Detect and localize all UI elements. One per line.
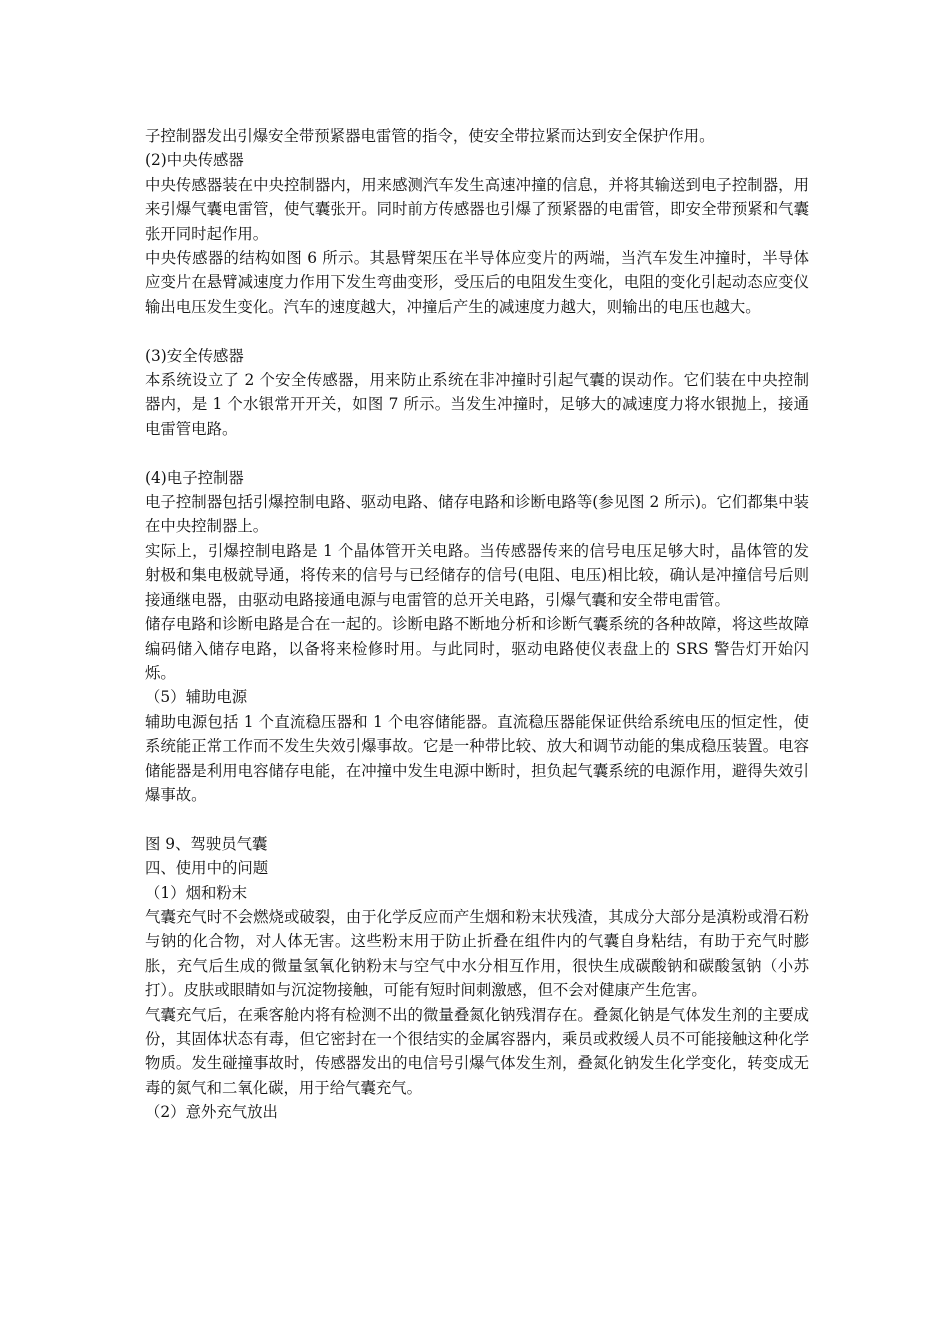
paragraph-sodium-azide: 气囊充气后，在乘客舱内将有检测不出的微量叠氮化钠残渭存在。叠氮化钠是气体发生剂的主要成份，其固体状态有毒，但它密封在一个很结实的金属容器内，乘员或救缓人员不可能接触这种化学物质。发生碰撞事故时，传感器发出的电信号引爆气体发生剂，叠氮化钠发生化学变化，转变成无毒的氮气和二氧化碳，用于给气囊充气。 xyxy=(145,1005,809,1097)
blank-line xyxy=(145,319,809,343)
paragraph-central-sensor-function: 中央传感器装在中央控制器内，用来感测汽车发生高速冲撞的信息，并将其输送到电子控制器，用来引爆气囊电雷管，使气囊张开。同时前方传感器也引爆了预紧器的电雷管，即安全带预紧和气囊张开同时起作用。 xyxy=(145,175,809,243)
heading-smoke-powder: （1）烟和粉末 xyxy=(145,883,248,902)
figure-caption-driver-airbag: 图 9、驾驶员气囊 xyxy=(145,834,268,853)
heading-accidental-deployment: （2）意外充气放出 xyxy=(145,1103,278,1122)
paragraph-ignition-circuit: 实际上，引爆控制电路是 1 个晶体管开关电路。当传感器传来的信号电压足够大时，晶体管的发射极和集电极就导通，将传来的信号与已经储存的信号(电阻、电压)相比较，确认是冲撞信号后则接通继电器，由驱动电路接通电源与电雷管的总开关电路，引爆气囊和安全带电雷管。 xyxy=(145,541,809,609)
paragraph-auxiliary-power: 辅助电源包括 1 个直流稳压器和 1 个电容储能器。直流稳压器能保证供给系统电压的恒定性，使系统能正常工作而不发生失效引爆事故。它是一种带比较、放大和调节动能的集成稳压装置。电容储能器是利用电容储存电能，在冲撞中发生电源中断时，担负起气囊系统的电源作用，避得失效引爆事故。 xyxy=(145,712,809,804)
paragraph-safety-sensor: 本系统设立了 2 个安全传感器，用来防止系统在非冲撞时引起气囊的误动作。它们装在中央控制器内，是 1 个水银常开开关，如图 7 所示。当发生冲撞时，足够大的减速度力将水银抛上，接通电雷管电路。 xyxy=(145,371,809,438)
paragraph-central-sensor-structure: 中央传感器的结构如图 6 所示。其悬臂架压在半导体应变片的两端，当汽车发生冲撞时，半导体应变片在悬臂减速度力作用下发生弯曲变形，受压后的电阻发生变化，电阻的变化引起动态应变仪输出电压发生变化。汽车的速度越大，冲撞后产生的减速度力越大，则输出的电压也越大。 xyxy=(145,249,809,316)
document-page xyxy=(145,124,809,1125)
heading-auxiliary-power: （5）辅助电源 xyxy=(145,688,248,707)
blank-line xyxy=(145,807,809,831)
paragraph-smoke-powder: 气囊充气时不会燃烧或破裂，由于化学反应而产生烟和粉末状残渣，其成分大部分是滇粉或滑石粉与钠的化合物，对人体无害。这些粉末用于防止折叠在组件内的气囊自身粘结，有助于充气时膨胀，充气后生成的微量氢氧化钠粉末与空气中水分相互作用，很快生成碳酸钠和碳酸氢钠（小苏打）。皮肤或眼睛如与沉淀物接触，可能有短时间刺激感，但不会对健康产生危害。 xyxy=(145,907,809,1000)
blank-line xyxy=(145,441,809,465)
paragraph-diagnostic-circuit: 储存电路和诊断电路是合在一起的。诊断电路不断地分析和诊断气囊系统的各种故障，将这些故障编码储入储存电路，以备将来检修时用。与此同时，驱动电路使仪表盘上的 SRS 警告灯开始闪烁。 xyxy=(145,615,809,682)
paragraph-electronic-controller: 电子控制器包括引爆控制电路、驱动电路、储存电路和诊断电路等(参见图 2 所示)。它们都集中装在中央控制器上。 xyxy=(145,493,809,536)
heading-safety-sensor: (3)安全传感器 xyxy=(145,346,244,365)
heading-electronic-controller: (4)电子控制器 xyxy=(145,468,244,487)
paragraph-seatbelt-pretensioner: 子控制器发出引爆安全带预紧器电雷管的指令，使安全带拉紧而达到安全保护作用。 xyxy=(145,127,715,145)
heading-central-sensor: (2)中央传感器 xyxy=(145,151,244,170)
heading-usage-issues: 四、使用中的问题 xyxy=(145,859,269,878)
